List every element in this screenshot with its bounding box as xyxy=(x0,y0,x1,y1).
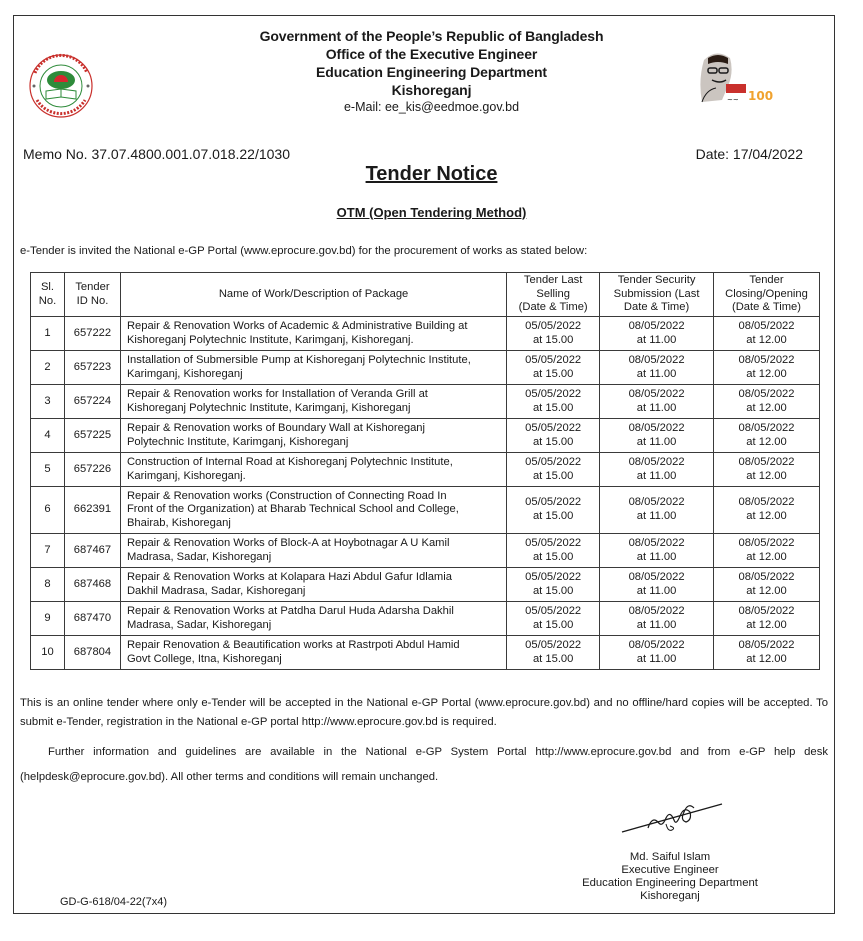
cell-security: 08/05/2022 at 11.00 xyxy=(600,487,714,534)
table-row xyxy=(31,317,820,351)
memo-number: Memo No. 37.07.4800.001.07.018.22/1030 xyxy=(23,146,290,162)
cell-sl: 2 xyxy=(31,351,65,385)
col-header-closing: Tender Closing/Opening (Date & Time) xyxy=(714,273,820,317)
signature-icon xyxy=(618,798,728,838)
table-row xyxy=(31,602,820,636)
tender-method: OTM (Open Tendering Method) xyxy=(336,205,527,220)
cell-security: 08/05/2022 at 11.00 xyxy=(600,568,714,602)
cell-closing: 08/05/2022 at 12.00 xyxy=(714,453,820,487)
table-row xyxy=(31,487,820,534)
cell-description: Repair & Renovation Works of Block-A at Hoybotnagar A U Kamil Madrasa, Sadar, Kishoreganj xyxy=(120,534,506,568)
cell-closing: 08/05/2022 at 12.00 xyxy=(714,317,820,351)
cell-tender-id: 657226 xyxy=(64,453,120,487)
cell-tender-id: 687804 xyxy=(64,636,120,670)
govt-name: Government of the People’s Republic of Bangladesh xyxy=(259,28,604,44)
cell-security: 08/05/2022 at 11.00 xyxy=(600,419,714,453)
cell-security: 08/05/2022 at 11.00 xyxy=(600,351,714,385)
cell-selling: 05/05/2022 at 15.00 xyxy=(507,568,600,602)
cell-closing: 08/05/2022 at 12.00 xyxy=(714,534,820,568)
cell-closing: 08/05/2022 at 12.00 xyxy=(714,568,820,602)
cell-closing: 08/05/2022 at 12.00 xyxy=(714,419,820,453)
cell-sl: 3 xyxy=(31,385,65,419)
cell-description: Construction of Internal Road at Kishoreganj Polytechnic Institute, Karimganj, Kishoreganj. xyxy=(120,453,506,487)
cell-tender-id: 662391 xyxy=(64,487,120,534)
table-row xyxy=(31,636,820,670)
cell-closing: 08/05/2022 at 12.00 xyxy=(714,602,820,636)
cell-description: Repair & Renovation Works of Academic & Administrative Building at Kishoreganj Polytechnic Institute, Karimganj, Kishoreganj. xyxy=(120,317,506,351)
footer-code: GD-G-618/04-22(7x4) xyxy=(60,896,167,908)
table-row xyxy=(31,534,820,568)
cell-description: Repair & Renovation Works at Patdha Darul Huda Adarsha Dakhil Madrasa, Sadar, Kishoreganj xyxy=(120,602,506,636)
cell-sl: 5 xyxy=(31,453,65,487)
cell-selling: 05/05/2022 at 15.00 xyxy=(507,487,600,534)
page-title: Tender Notice xyxy=(365,163,498,185)
letterhead xyxy=(0,27,863,116)
cell-tender-id: 657222 xyxy=(64,317,120,351)
online-tender-paragraph: This is an online tender where only e-Tender will be accepted in the National e-GP Portal (www.eprocure.gov.bd) and no offline/hard copies will be accepted. To submit e-Tender, registration in the National e-GP portal http://www.eprocure.gov.bd is required. xyxy=(20,697,828,728)
svg-text:100: 100 xyxy=(748,89,774,103)
cell-tender-id: 657224 xyxy=(64,385,120,419)
cell-closing: 08/05/2022 at 12.00 xyxy=(714,487,820,534)
signer-name: Md. Saiful Islam xyxy=(629,851,711,863)
table-header-row xyxy=(31,273,820,317)
col-header-sl: Sl. No. xyxy=(31,273,65,317)
cell-security: 08/05/2022 at 11.00 xyxy=(600,385,714,419)
col-header-selling: Tender Last Selling (Date & Time) xyxy=(507,273,600,317)
cell-sl: 10 xyxy=(31,636,65,670)
cell-security: 08/05/2022 at 11.00 xyxy=(600,636,714,670)
cell-tender-id: 687467 xyxy=(64,534,120,568)
cell-selling: 05/05/2022 at 15.00 xyxy=(507,453,600,487)
cell-security: 08/05/2022 at 11.00 xyxy=(600,317,714,351)
cell-security: 08/05/2022 at 11.00 xyxy=(600,534,714,568)
cell-sl: 6 xyxy=(31,487,65,534)
cell-selling: 05/05/2022 at 15.00 xyxy=(507,534,600,568)
office-email: e-Mail: ee_kis@eedmoe.gov.bd xyxy=(343,100,520,114)
cell-closing: 08/05/2022 at 12.00 xyxy=(714,636,820,670)
district-name: Kishoreganj xyxy=(391,82,472,98)
tender-table xyxy=(30,272,820,670)
intro-text: e-Tender is invited the National e-GP Portal (www.eprocure.gov.bd) for the procurement of works as stated below: xyxy=(20,245,588,257)
signer-block xyxy=(560,851,780,903)
table-row xyxy=(31,385,820,419)
cell-sl: 7 xyxy=(31,534,65,568)
notice-date: Date: 17/04/2022 xyxy=(695,146,803,162)
cell-selling: 05/05/2022 at 15.00 xyxy=(507,419,600,453)
cell-tender-id: 657223 xyxy=(64,351,120,385)
cell-description: Repair & Renovation works for Installation of Veranda Grill at Kishoreganj Polytechnic Institute, Karimganj, Kishoreganj xyxy=(120,385,506,419)
col-header-tender-id: Tender ID No. xyxy=(64,273,120,317)
signer-designation: Executive Engineer xyxy=(621,864,719,876)
further-info-paragraph: Further information and guidelines are available in the National e-GP System Portal http://www.eprocure.gov.bd and from e-GP help desk (helpdesk@eprocure.gov.bd). All other terms and conditions will remain unchanged. xyxy=(20,746,828,783)
cell-selling: 05/05/2022 at 15.00 xyxy=(507,385,600,419)
cell-description: Repair & Renovation Works at Kolapara Hazi Abdul Gafur Idlamia Dakhil Madrasa, Sadar, Kishoreganj xyxy=(120,568,506,602)
cell-selling: 05/05/2022 at 15.00 xyxy=(507,636,600,670)
cell-sl: 4 xyxy=(31,419,65,453)
svg-text:~~: ~~ xyxy=(727,96,739,104)
cell-tender-id: 657225 xyxy=(64,419,120,453)
col-header-security: Tender Security Submission (Last Date & Time) xyxy=(600,273,714,317)
cell-tender-id: 687470 xyxy=(64,602,120,636)
cell-selling: 05/05/2022 at 15.00 xyxy=(507,351,600,385)
cell-sl: 9 xyxy=(31,602,65,636)
table-row xyxy=(31,419,820,453)
cell-selling: 05/05/2022 at 15.00 xyxy=(507,602,600,636)
signer-department: Education Engineering Department xyxy=(582,877,758,889)
cell-security: 08/05/2022 at 11.00 xyxy=(600,602,714,636)
cell-security: 08/05/2022 at 11.00 xyxy=(600,453,714,487)
cell-selling: 05/05/2022 at 15.00 xyxy=(507,317,600,351)
col-header-name: Name of Work/Description of Package xyxy=(120,273,506,317)
table-row xyxy=(31,568,820,602)
table-row xyxy=(31,351,820,385)
cell-tender-id: 687468 xyxy=(64,568,120,602)
cell-closing: 08/05/2022 at 12.00 xyxy=(714,351,820,385)
office-name: Office of the Executive Engineer xyxy=(325,46,538,62)
cell-sl: 8 xyxy=(31,568,65,602)
cell-description: Repair & Renovation works of Boundary Wall at Kishoreganj Polytechnic Institute, Karimganj, Kishoreganj xyxy=(120,419,506,453)
cell-sl: 1 xyxy=(31,317,65,351)
cell-description: Repair & Renovation works (Construction of Connecting Road In Front of the Organization) at Bharab Technical School and College, Bhairab, Kishoreganj xyxy=(120,487,506,534)
department-name: Education Engineering Department xyxy=(316,64,547,80)
table-row xyxy=(31,453,820,487)
cell-description: Installation of Submersible Pump at Kishoreganj Polytechnic Institute, Karimganj, Kishoreganj xyxy=(120,351,506,385)
cell-description: Repair Renovation & Beautification works at Rastrpoti Abdul Hamid Govt College, Itna, Kishoreganj xyxy=(120,636,506,670)
signer-location: Kishoreganj xyxy=(640,890,700,902)
cell-closing: 08/05/2022 at 12.00 xyxy=(714,385,820,419)
